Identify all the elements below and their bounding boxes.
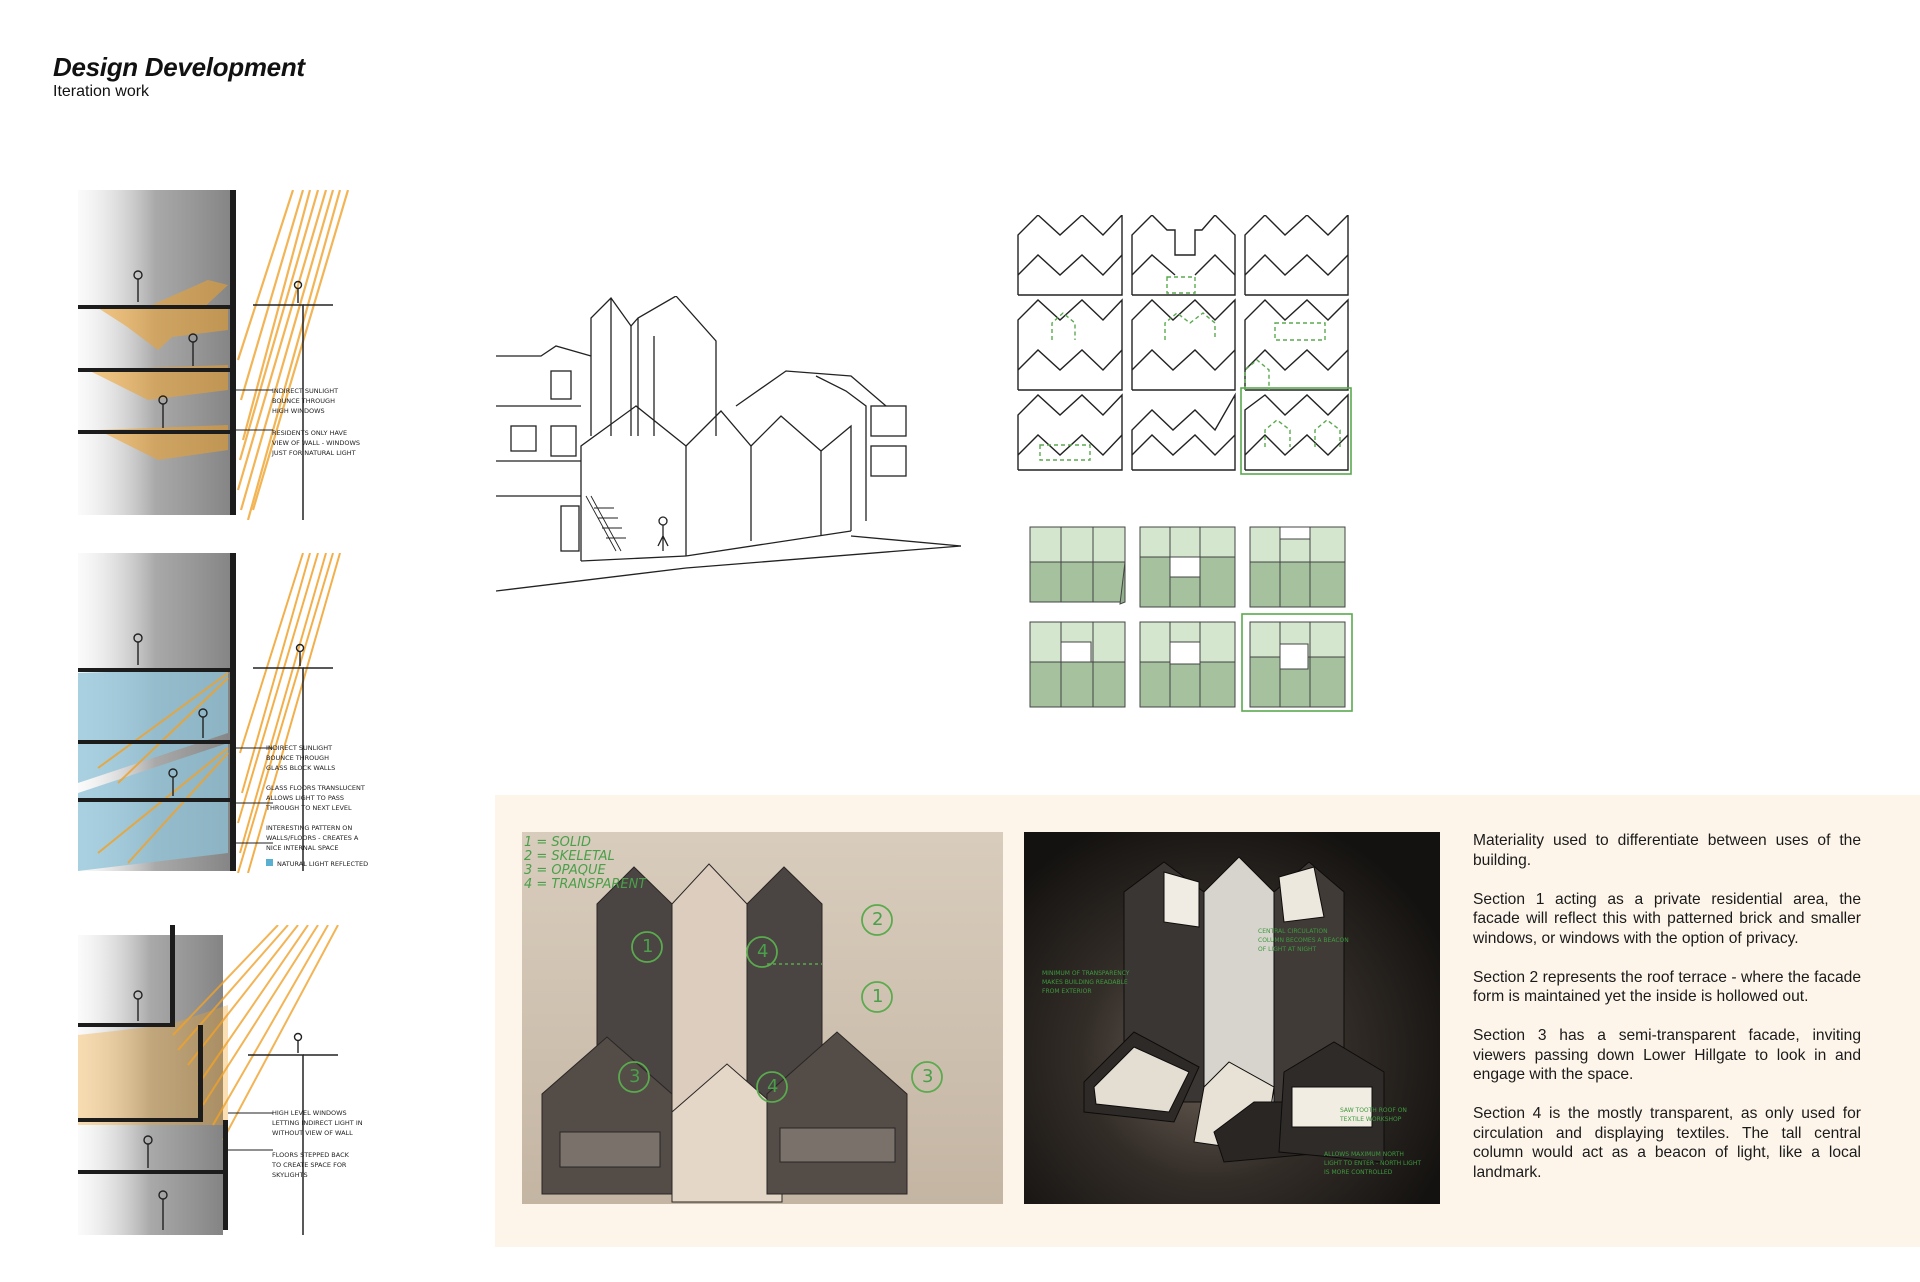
section-3-annotations — [272, 1108, 363, 1180]
note: MAKES BUILDING READABLE — [1042, 979, 1128, 986]
description-paragraph: Materiality used to differentiate between uses of the building. — [1473, 832, 1861, 869]
section-2-annotations — [266, 743, 368, 869]
annotation: INDIRECT SUNLIGHT — [266, 744, 333, 752]
annotation: HIGH LEVEL WINDOWS — [272, 1109, 347, 1117]
annotation: BOUNCE THROUGH — [266, 754, 329, 762]
annotation: WALLS/FLOORS - CREATES A — [266, 834, 359, 842]
annotation: GLASS BLOCK WALLS — [266, 764, 336, 772]
legend-item: 3 = OPAQUE — [524, 863, 606, 878]
blue-key-swatch — [266, 859, 273, 866]
section-1-annotations — [272, 386, 360, 458]
annotation: RESIDENTS ONLY HAVE — [272, 429, 348, 437]
annotation: TO CREATE SPACE FOR — [272, 1161, 347, 1169]
annotation: GLASS FLOORS TRANSLUCENT — [266, 784, 365, 792]
night-model-notes — [1024, 832, 1440, 1204]
description-paragraph: Section 1 acting as a private residential area, the facade will reflect this with patterned brick and smaller windows, or windows with the option of privacy. — [1473, 890, 1861, 947]
note: FROM EXTERIOR — [1042, 988, 1092, 995]
legend-item: 2 = SKELETAL — [524, 849, 615, 864]
section-sketch-1 — [78, 190, 378, 520]
annotation: HIGH WINDOWS — [272, 407, 325, 415]
model-number: 3 — [922, 1066, 934, 1087]
annotation: SKYLIGHTS — [272, 1171, 308, 1179]
model-number: 1 — [872, 986, 884, 1007]
annotation: JUST FOR NATURAL LIGHT — [272, 449, 356, 457]
night-note-group — [1324, 1150, 1421, 1177]
legend-item: 1 = SOLID — [524, 835, 591, 850]
street-perspective-sketch — [496, 296, 961, 601]
model-numbers — [522, 832, 1003, 1204]
model-number: 4 — [757, 941, 769, 962]
annotation: ALLOWS LIGHT TO PASS — [266, 794, 345, 802]
legend-item: 4 = TRANSPARENT — [524, 877, 647, 892]
annotation: WITHOUT VIEW OF WALL — [272, 1129, 353, 1137]
note: SAW TOOTH ROOF ON — [1340, 1107, 1407, 1114]
annotation: LETTING INDIRECT LIGHT IN — [272, 1119, 363, 1127]
night-note-group — [1042, 969, 1129, 996]
annotation: INDIRECT SUNLIGHT — [272, 387, 339, 395]
note: MINIMUM OF TRANSPARENCY — [1042, 970, 1130, 977]
note: LIGHT TO ENTER - NORTH LIGHT — [1324, 1160, 1421, 1167]
model-number: 4 — [767, 1076, 779, 1097]
note: OF LIGHT AT NIGHT — [1258, 946, 1317, 953]
description-paragraph: Section 2 represents the roof terrace - where the facade form is maintained yet the inside is hollowed out. — [1473, 968, 1861, 1005]
description-paragraph: Section 4 is the mostly transparent, as only used for circulation and displaying textiles. The tall central column would act as a beacon of light, like a local landmark. — [1473, 1105, 1861, 1181]
elevation-iteration-grid — [1015, 215, 1355, 475]
annotation: FLOORS STEPPED BACK — [272, 1151, 349, 1159]
description-paragraph: Section 3 has a semi-transparent facade, inviting viewers passing down Lower Hillgate to look in and engage with the space. — [1473, 1027, 1861, 1083]
materiality-description — [1473, 831, 1861, 1202]
night-note-group — [1258, 927, 1349, 954]
annotation: INTERESTING PATTERN ON — [266, 824, 353, 832]
annotation: VIEW OF WALL - WINDOWS — [272, 439, 361, 447]
model-number: 2 — [872, 909, 884, 930]
annotation: NATURAL LIGHT REFLECTED — [266, 859, 368, 869]
note: ALLOWS MAXIMUM NORTH — [1324, 1151, 1404, 1158]
note: TEXTILE WORKSHOP — [1340, 1116, 1402, 1123]
annotation: BOUNCE THROUGH — [272, 397, 335, 405]
page-title: Design Development — [53, 52, 305, 82]
note: CENTRAL CIRCULATION — [1258, 928, 1328, 935]
annotation: NICE INTERNAL SPACE — [266, 844, 339, 852]
note: COLUMN BECOMES A BEACON — [1258, 937, 1349, 944]
section-sketch-3 — [78, 925, 378, 1235]
note: IS MORE CONTROLLED — [1324, 1169, 1393, 1176]
model-number: 3 — [629, 1066, 641, 1087]
model-number: 1 — [642, 936, 654, 957]
page-subtitle: Iteration work — [53, 83, 150, 100]
night-note-group — [1340, 1106, 1407, 1124]
massing-iteration-grid — [1025, 522, 1355, 712]
annotation: THROUGH TO NEXT LEVEL — [266, 804, 352, 812]
